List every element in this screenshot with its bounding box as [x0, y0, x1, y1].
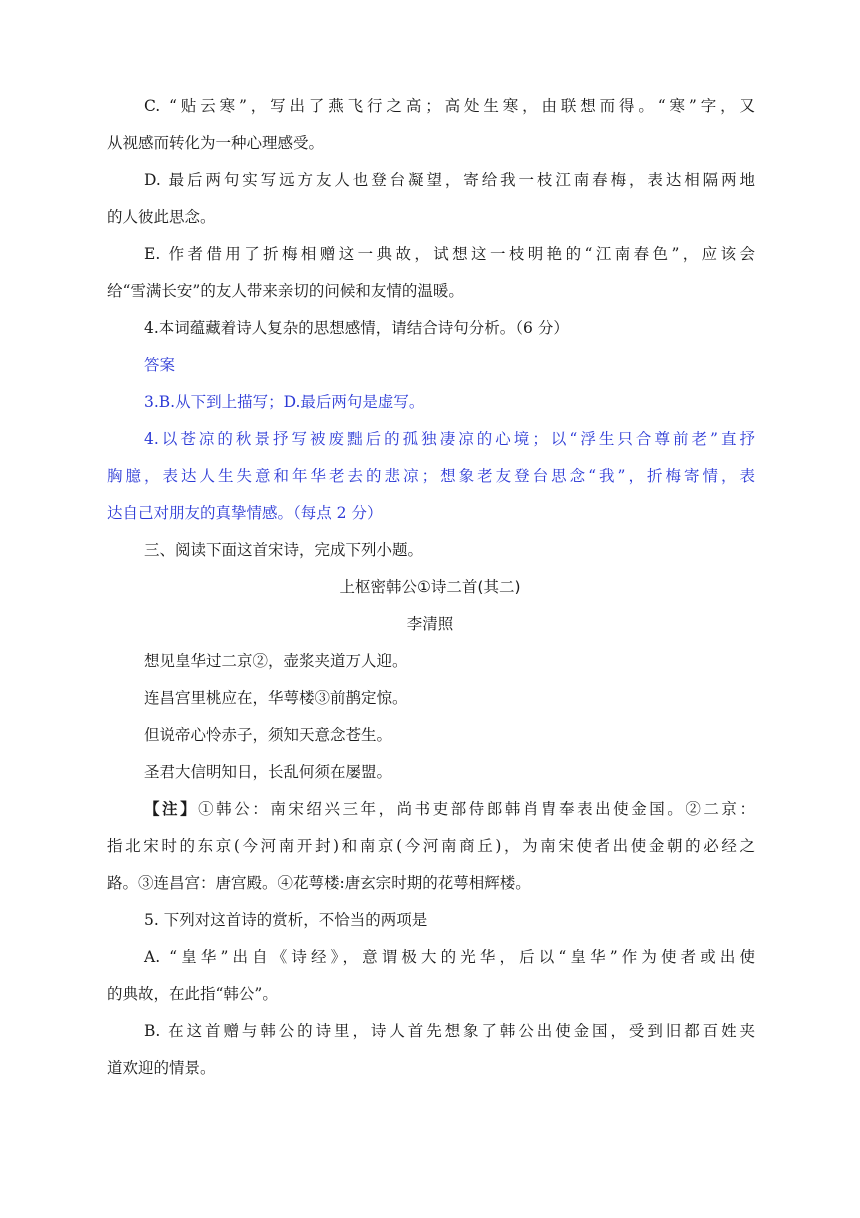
option-a-line1: A. “皇华”出自《诗经》，意谓极大的光华，后以“皇华”作为使者或出使: [144, 948, 755, 966]
option-b-line2: 道欢迎的情景。: [107, 1059, 216, 1077]
poem-line-2: 连昌宫里桃应在，华萼楼③前鹊定惊。: [144, 689, 408, 707]
answer-4-line3: 达自己对朋友的真挚情感。（每点 2 分）: [107, 504, 383, 522]
option-a-line2: 的典故，在此指“韩公”。: [107, 985, 278, 1003]
option-c-line1: C. “贴云寒”，写出了燕飞行之高；高处生寒，由联想而得。“寒”字，又: [144, 97, 755, 115]
option-c-line2: 从视感而转化为一种心理感受。: [107, 134, 325, 152]
answer-4-line1: 4.以苍凉的秋景抒写被废黜后的孤独凄凉的心境；以“浮生只合尊前老”直抒: [144, 430, 755, 448]
option-d-line1: D. 最后两句实写远方友人也登台凝望，寄给我一枝江南春梅，表达相隔两地: [144, 171, 755, 189]
notes-line2: 指北宋时的东京(今河南开封)和南京(今河南商丘)，为南宋使者出使金朝的必经之: [107, 837, 755, 855]
poem-title: 上枢密韩公①诗二首(其二): [339, 578, 521, 596]
poem-line-1: 想见皇华过二京②，壶浆夹道万人迎。: [144, 652, 408, 670]
option-b-line1: B. 在这首赠与韩公的诗里，诗人首先想象了韩公出使金国，受到旧都百姓夹: [144, 1022, 755, 1040]
notes-line1: [144, 798, 755, 820]
poem-author: 李清照: [406, 615, 454, 633]
notes-text: ①韩公：南宋绍兴三年，尚书吏部侍郎韩肖胄奉表出使金国。②二京：: [198, 800, 755, 818]
option-e-line2: 给“雪满长安”的友人带来亲切的问候和友情的温暖。: [107, 282, 464, 300]
poem-line-4: 圣君大信明知日，长乱何须在屡盟。: [144, 763, 393, 781]
option-e-line1: E. 作者借用了折梅相赠这一典故，试想这一枝明艳的“江南春色”，应该会: [144, 245, 755, 263]
notes-label: 【注】: [144, 799, 199, 818]
answer-4-line2: 胸臆，表达人生失意和年华老去的悲凉；想象老友登台思念“我”，折梅寄情，表: [107, 467, 755, 485]
notes-line3: 路。③连昌宫：唐宫殿。④花萼楼:唐玄宗时期的花萼相辉楼。: [107, 874, 531, 892]
answer-heading: 答案: [144, 356, 176, 374]
question-4: 4.本词蕴藏着诗人复杂的思想感情，请结合诗句分析。（6 分）: [144, 319, 569, 337]
poem-line-3: 但说帝心怜赤子，须知天意念苍生。: [144, 726, 393, 744]
answer-3: 3.B.从下到上描写；D.最后两句是虚写。: [144, 393, 425, 411]
question-5: 5. 下列对这首诗的赏析，不恰当的两项是: [144, 911, 428, 929]
section-3-heading: 三、阅读下面这首宋诗，完成下列小题。: [144, 541, 424, 559]
option-d-line2: 的人彼此思念。: [107, 208, 216, 226]
